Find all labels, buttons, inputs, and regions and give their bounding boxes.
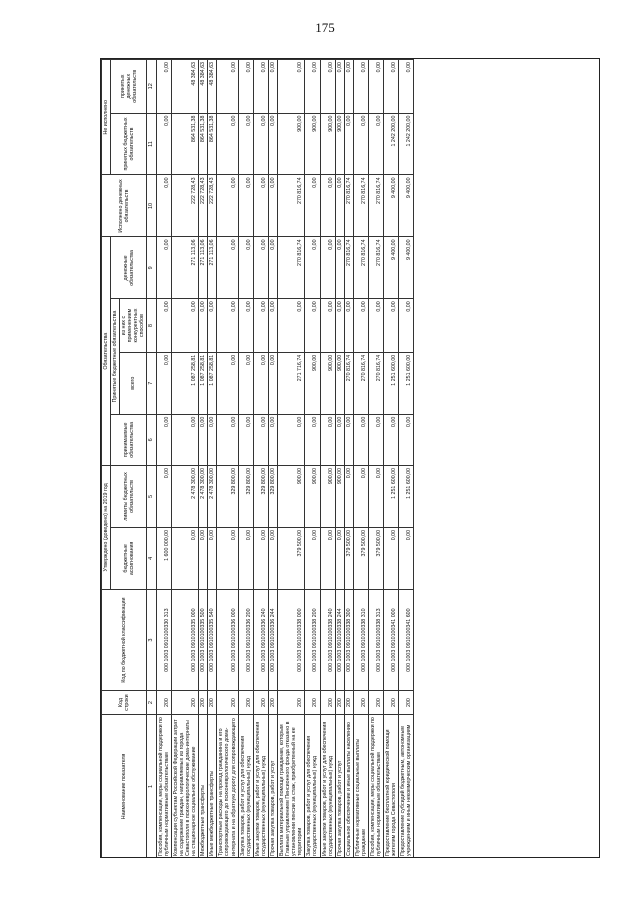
cell-c6: 0,00 [353,414,368,465]
cell-name: Прочая закупка товаров, работ и услуг [335,714,344,858]
cell-c9: 271 113,06 [208,237,217,299]
table-row [384,60,399,859]
cell-c9: 0,00 [217,237,238,299]
header-name: Наименование показателя [102,714,147,858]
header-row-1 [102,60,111,859]
cell-c8: 0,00 [305,299,320,352]
cell-c12: 48 384,63 [199,60,208,114]
cell-c7: 270 816,74 [353,352,368,414]
header-approved-group: Утверждено (доведено) на 2019 год [102,465,111,589]
cell-c9: 0,00 [320,237,335,299]
cell-code: 000 1003 0910100335 000 [171,589,198,690]
cell-line: 200 [320,691,335,714]
cell-c6: 0,00 [344,414,353,465]
cell-c6: 0,00 [238,414,253,465]
cell-c10: 222 728,43 [208,175,217,237]
cell-c7: 1 087 258,81 [199,352,208,414]
cell-c7: 900,00 [305,352,320,414]
cell-c4: 0,00 [335,527,344,589]
cell-line: 200 [238,691,253,714]
cell-line: 200 [171,691,198,714]
header-not-executed-group: Не исполнено [102,60,111,175]
cell-c10: 0,00 [217,175,238,237]
cell-c10: 0,00 [156,175,171,237]
page-number: 175 [315,20,335,35]
cell-c11: 864 531,38 [208,113,217,175]
cell-c6: 0,00 [199,414,208,465]
cell-name: Пособия, компенсации, меры социальной поддержки по публичным нормативным обязательствам [156,714,171,858]
cell-c9: 9 400,00 [399,237,414,299]
cell-c8: 0,00 [238,299,253,352]
header-incl-competitive: из них с применением конкурентных способов [120,299,147,352]
cell-c7: 0,00 [217,352,238,414]
cell-c5: 0,00 [156,465,171,527]
cell-c12: 0,00 [368,60,383,114]
header-accepted-oblig: принимаемые обязательства [111,414,147,465]
cell-code: 000 1003 0910100338 240 [320,589,335,690]
cell-code: 000 1003 0910100336 240 [253,589,268,690]
cell-c9: 270 816,74 [344,237,353,299]
table-row [268,60,277,859]
cell-c4: 379 500,00 [278,527,305,589]
cell-code: 000 1003 0910100336 000 [217,589,238,690]
header-executed-money: Исполнено денежных обязательств [102,175,147,237]
cell-c12: 48 384,63 [208,60,217,114]
table-row [208,60,217,859]
cell-c9: 271 113,06 [199,237,208,299]
cell-name: Закупка товаров, работ и услуг для обеспечения государственных (муниципальных) нужд [238,714,253,858]
header-total: всего [120,352,147,414]
cell-c7: 1 251 600,00 [384,352,399,414]
table-row [335,60,344,859]
header-obligations-group: Обязательства [102,237,111,466]
cell-c12: 48 384,63 [171,60,198,114]
cell-c7: 270 816,74 [368,352,383,414]
cell-c6: 0,00 [171,414,198,465]
column-index: 8 [147,299,156,352]
cell-c9: 270 816,74 [368,237,383,299]
cell-c12: 0,00 [353,60,368,114]
cell-line: 200 [208,691,217,714]
cell-c9: 0,00 [253,237,268,299]
cell-c6: 0,00 [305,414,320,465]
cell-c4: 0,00 [199,527,208,589]
cell-code: 000 1003 0910100341 600 [399,589,414,690]
cell-c5: 900,00 [305,465,320,527]
column-index: 12 [147,60,156,114]
cell-c10: 0,00 [253,175,268,237]
cell-c12: 0,00 [156,60,171,114]
cell-c10: 0,00 [305,175,320,237]
cell-c4: 0,00 [399,527,414,589]
cell-c10: 270 816,74 [368,175,383,237]
cell-c10: 222 728,43 [171,175,198,237]
table-row [156,60,171,859]
cell-c11: 0,00 [253,113,268,175]
cell-c11: 1 242 200,00 [384,113,399,175]
cell-line: 200 [156,691,171,714]
cell-code: 000 1003 0910100338 313 [368,589,383,690]
cell-code: 000 1003 0910100338 300 [344,589,353,690]
table-row [238,60,253,859]
cell-c12: 0,00 [268,60,277,114]
column-index-row [147,60,156,859]
table-row [353,60,368,859]
cell-c6: 0,00 [384,414,399,465]
column-index: 1 [147,714,156,858]
cell-c10: 9 400,00 [399,175,414,237]
cell-c4: 0,00 [384,527,399,589]
cell-c10: 222 728,43 [199,175,208,237]
cell-c5: 329 800,00 [268,465,277,527]
cell-c6: 0,00 [278,414,305,465]
cell-c8: 0,00 [268,299,277,352]
cell-c12: 0,00 [344,60,353,114]
cell-c10: 0,00 [268,175,277,237]
cell-line: 200 [253,691,268,714]
cell-c4: 379 500,00 [344,527,353,589]
rotated-report-table-container [101,59,600,858]
cell-c8: 0,00 [253,299,268,352]
cell-c12: 0,00 [238,60,253,114]
table-row [305,60,320,859]
cell-c8: 0,00 [278,299,305,352]
cell-c11: 0,00 [353,113,368,175]
cell-c8: 0,00 [399,299,414,352]
table-body [156,60,414,859]
cell-c11: 900,00 [335,113,344,175]
cell-line: 200 [353,691,368,714]
cell-c11: 864 531,38 [171,113,198,175]
cell-c8: 0,00 [208,299,217,352]
header-limits: лимиты бюджетных обязательств [111,465,147,527]
cell-c4: 0,00 [208,527,217,589]
table-row [278,60,305,859]
cell-line: 200 [368,691,383,714]
column-index: 7 [147,352,156,414]
cell-name: Иные закупки товаров, работ и услуг для обеспечения государственных (муниципальных) нужд [320,714,335,858]
cell-c5: 1 251 600,00 [384,465,399,527]
cell-c5: 329 800,00 [253,465,268,527]
cell-name: Выплата материальной помощи гражданам, которым Главным управлением Пенсионного фонда отказано в установлении пенсии за стаж, приобретенный на ее территории [278,714,305,858]
cell-c9: 270 816,74 [353,237,368,299]
cell-c5: 329 800,00 [217,465,238,527]
cell-line: 200 [399,691,414,714]
cell-code: 000 1003 0910100338 000 [278,589,305,690]
cell-c11: 0,00 [238,113,253,175]
cell-line: 200 [278,691,305,714]
cell-c8: 0,00 [344,299,353,352]
cell-name: Публичные нормативные социальные выплаты гражданам [353,714,368,858]
cell-name: Транспортные расходы на проезд гражданина и его сопровождающего до психоневрологического дома-интерната и на обратную дорогу для сопровождающего [217,714,238,858]
cell-line: 200 [335,691,344,714]
cell-c5: 900,00 [320,465,335,527]
cell-c9: 270 816,74 [278,237,305,299]
cell-c7: 1 087 258,81 [208,352,217,414]
cell-c4: 379 500,00 [353,527,368,589]
header-not-exec-budget: принятых бюджетных обязательств [111,113,147,175]
column-index: 9 [147,237,156,299]
cell-c5: 900,00 [335,465,344,527]
cell-c10: 270 816,74 [353,175,368,237]
cell-c4: 0,00 [320,527,335,589]
cell-c5: 1 251 600,00 [399,465,414,527]
cell-c10: 9 400,00 [384,175,399,237]
cell-c9: 0,00 [238,237,253,299]
cell-line: 200 [217,691,238,714]
cell-c11: 0,00 [217,113,238,175]
cell-c12: 0,00 [320,60,335,114]
table-row [217,60,238,859]
cell-code: 000 1003 0910100341 000 [384,589,399,690]
cell-c8: 0,00 [199,299,208,352]
column-index: 4 [147,527,156,589]
column-index: 11 [147,113,156,175]
table-row [344,60,353,859]
cell-c7: 900,00 [320,352,335,414]
cell-c12: 0,00 [217,60,238,114]
cell-c7: 271 716,74 [278,352,305,414]
cell-c6: 0,00 [217,414,238,465]
cell-line: 200 [199,691,208,714]
cell-c6: 0,00 [368,414,383,465]
cell-name: Предоставление бесплатной юридической помощи жителям города Севастополя [384,714,399,858]
column-index: 6 [147,414,156,465]
cell-name: Иные закупки товаров, работ и услуг для обеспечения государственных (муниципальных) нужд [253,714,268,858]
cell-c8: 0,00 [335,299,344,352]
header-budget-alloc: бюджетные ассигнования [111,527,147,589]
cell-c7: 0,00 [253,352,268,414]
cell-c5: 0,00 [368,465,383,527]
cell-c5: 0,00 [344,465,353,527]
cell-c9: 0,00 [268,237,277,299]
cell-c8: 0,00 [368,299,383,352]
cell-name: Пособия, компенсации, меры социальной поддержки по публичным нормативным обязательствам [368,714,383,858]
cell-c4: 1 600 000,00 [156,527,171,589]
cell-name: Компенсация субъектам Российской Федерации затрат на содержание граждан, направляемых из города Севастополя в психоневрологические дома-интернаты на стационарное социальное обслуживание [171,714,198,858]
cell-c5: 2 478 300,00 [208,465,217,527]
cell-code: 000 1003 0910100338 244 [335,589,344,690]
cell-c4: 0,00 [305,527,320,589]
cell-c6: 0,00 [268,414,277,465]
cell-c9: 0,00 [305,237,320,299]
cell-c10: 0,00 [335,175,344,237]
cell-c9: 271 113,06 [171,237,198,299]
column-index: 10 [147,175,156,237]
cell-name: Прочая закупка товаров, работ и услуг [268,714,277,858]
cell-c4: 0,00 [253,527,268,589]
cell-c5: 329 800,00 [238,465,253,527]
cell-c7: 0,00 [156,352,171,414]
cell-c12: 0,00 [384,60,399,114]
cell-c12: 0,00 [399,60,414,114]
cell-c11: 900,00 [305,113,320,175]
table-row [253,60,268,859]
header-line-code: Код строки [102,691,147,714]
rotated-report-table-frame [100,58,600,858]
cell-c4: 0,00 [171,527,198,589]
cell-c8: 0,00 [156,299,171,352]
cell-c4: 379 500,00 [368,527,383,589]
cell-line: 200 [305,691,320,714]
cell-c7: 1 087 258,81 [171,352,198,414]
cell-name: Межбюджетные трансферты [199,714,208,858]
cell-c11: 0,00 [156,113,171,175]
cell-c9: 0,00 [335,237,344,299]
cell-line: 200 [268,691,277,714]
cell-c6: 0,00 [320,414,335,465]
cell-c7: 270 816,74 [344,352,353,414]
cell-code: 000 1003 0910100338 200 [305,589,320,690]
cell-c11: 0,00 [268,113,277,175]
cell-c11: 864 531,38 [199,113,208,175]
cell-name: Социальное обеспечение и иные выплаты населению [344,714,353,858]
column-index: 5 [147,465,156,527]
cell-c4: 0,00 [217,527,238,589]
cell-c6: 0,00 [253,414,268,465]
cell-c11: 900,00 [320,113,335,175]
cell-c8: 0,00 [171,299,198,352]
cell-c12: 0,00 [278,60,305,114]
cell-c5: 900,00 [278,465,305,527]
table-row [320,60,335,859]
cell-name: Закупка товаров, работ и услуг для обеспечения государственных (муниципальных) нужд [305,714,320,858]
cell-c12: 0,00 [335,60,344,114]
table-row [368,60,383,859]
cell-c9: 9 400,00 [384,237,399,299]
header-accepted-budget-group: Принятые бюджетные обязательства [111,299,120,414]
table-row [399,60,414,859]
cell-c11: 900,00 [278,113,305,175]
cell-c10: 0,00 [238,175,253,237]
cell-code: 000 1003 0910100336 200 [238,589,253,690]
cell-c4: 0,00 [268,527,277,589]
cell-c5: 0,00 [353,465,368,527]
cell-c7: 1 251 600,00 [399,352,414,414]
cell-c10: 270 816,74 [344,175,353,237]
header-money-oblig: денежные обязательства [111,237,147,299]
budget-execution-table [101,59,414,858]
column-index: 2 [147,691,156,714]
cell-c8: 0,00 [320,299,335,352]
cell-c6: 0,00 [156,414,171,465]
cell-code: 000 1003 0910100335 540 [208,589,217,690]
cell-c11: 0,00 [368,113,383,175]
cell-c10: 270 816,74 [278,175,305,237]
cell-code: 000 1003 0910100335 500 [199,589,208,690]
cell-c9: 0,00 [156,237,171,299]
header-budget-code: Код по бюджетной классификации [102,589,147,690]
cell-c11: 0,00 [344,113,353,175]
cell-line: 200 [384,691,399,714]
table-row [171,60,198,859]
cell-c8: 0,00 [217,299,238,352]
cell-c5: 2 478 300,00 [171,465,198,527]
cell-c11: 1 242 200,00 [399,113,414,175]
column-index: 3 [147,589,156,690]
cell-c7: 900,00 [335,352,344,414]
cell-c6: 0,00 [335,414,344,465]
cell-c6: 0,00 [399,414,414,465]
cell-c4: 0,00 [238,527,253,589]
cell-c8: 0,00 [353,299,368,352]
cell-code: 000 1003 0910100330 313 [156,589,171,690]
cell-c7: 0,00 [268,352,277,414]
cell-c7: 0,00 [238,352,253,414]
cell-code: 000 1003 0910100338 310 [353,589,368,690]
cell-name: Предоставление субсидий бюджетным, автономным учреждениям и иным некоммерческим организациям [399,714,414,858]
cell-name: Иные межбюджетные трансферты [208,714,217,858]
cell-c12: 0,00 [305,60,320,114]
cell-c10: 0,00 [320,175,335,237]
cell-line: 200 [344,691,353,714]
cell-c5: 2 478 300,00 [199,465,208,527]
header-not-exec-money: принятых денежных обязательств [111,60,147,114]
cell-code: 000 1003 0910100336 244 [268,589,277,690]
cell-c6: 0,00 [208,414,217,465]
table-row [199,60,208,859]
cell-c8: 0,00 [384,299,399,352]
cell-c12: 0,00 [253,60,268,114]
